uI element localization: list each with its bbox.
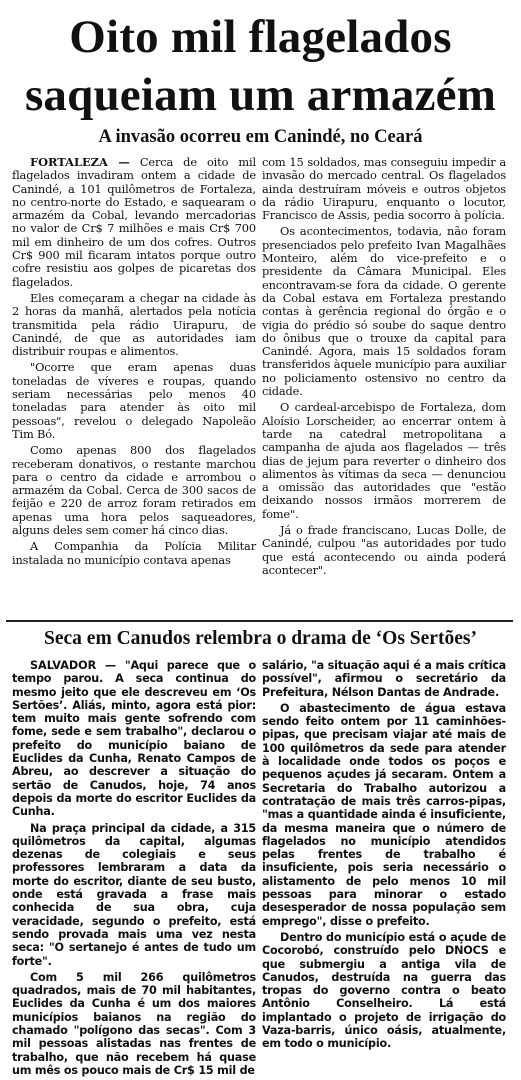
article1-paragraph: Já o frade franciscano, Lucas Dolle, de Canindé, culpou "as autoridades por tudo que está acontecendo ou ainda poderá acontecer".: [262, 523, 506, 577]
article1-paragraph: [12, 156, 256, 289]
article1-paragraph: Como apenas 800 dos flagelados receberam donativos, o restante marchou para o centro da cidade e arrombou o armazém da Cobal. Cerca de 300 sacos de feijão e 220 de arroz foram retirados em apenas uma hora pelos saqueadores, alguns deles sem comer há cinco dias.: [12, 443, 256, 538]
article2-right-column: [262, 659, 506, 1054]
paragraph-text: Cerca de oito mil flagelados invadiram ontem a cidade de Canindé, a 101 quilômetros de Fortaleza, no centro-norte do Estado, e saquearam o armazém da Cobal, levando mercadorias no valor de Cr$ 7 milhões e mais Cr$ 700 mil em dinheiro de um dos cofres. Outros Cr$ 900 mil ficaram intatos porque outro cofre resistiu aos golpes de picaretas dos flagelados.: [12, 155, 256, 289]
article2-paragraph: Com 5 mil 266 quilômetros quadrados, mais de 70 mil habitantes, Euclides da Cunha é um dos maiores municípios baianos na região do chamado "polígono das secas". Com 3 mil pessoas alistadas nas frentes de trabalho, que não recebem há quase um mês os pouco mais de Cr$ 15 mil de: [12, 970, 256, 1077]
dateline: SALVADOR —: [30, 659, 117, 672]
article2-left-column: [12, 659, 256, 1080]
article1-paragraph: com 15 soldados, mas conseguiu impedir a invasão do mercado central. Os flagelados ainda destruíram móveis e outros objetos da rádio Uirapuru, enquanto o locutor, Francisco de Assis, pedia socorro à polícia.: [262, 155, 506, 223]
article-kicker: A invasão ocorreu em Canindé, no Ceará: [98, 127, 423, 147]
article1-paragraph: O cardeal-arcebispo de Fortaleza, dom Aloísio Lorscheider, ao encerrar ontem à tarde na catedral metropolitana a campanha de ajuda aos flagelados — três dias de jejum para reverter o dinheiro dos alimentos às vítimas da seca — denunciou a omissão das autoridades que "estão deixando nossos irmãos morrerem de fome".: [262, 400, 506, 521]
article1-paragraph: Os acontecimentos, todavia, não foram presenciados pelo prefeito Ivan Magalhães Monteiro, além do vice-prefeito e o presidente da Câmara Municipal. Eles encontravam-se fora da cidade. O gerente da Cobal estava em Fortaleza prestando contas à gerência regional do órgão e o vigia do prédio só soube do saque dentro do ônibus que o trouxe da capital para Canindé. Agora, mais 15 soldados foram transferidos àquele município para auxiliar no policiamento ostensivo no centro da cidade.: [262, 224, 506, 399]
article2-paragraph: [12, 659, 256, 819]
article1-paragraph: "Ocorre que eram apenas duas toneladas de víveres e roupas, quando seriam necessárias pelo menos 40 toneladas para atender às oito mil pessoas", revelou o delegado Napoleão Tim Bó.: [12, 360, 256, 441]
article1-right-column: [262, 156, 506, 580]
article2-paragraph: Na praça principal da cidade, a 315 quilômetros da capital, algumas dezenas de colegiais e seus professores lembraram a data da morte do escritor, diante de seu busto, onde está gravada a frase mais conhecida de sua obra, cuja veracidade, segundo o prefeito, está sendo provada mais uma vez nesta seca: "O sertanejo é antes de tudo um forte".: [12, 821, 256, 968]
section-divider: [6, 620, 513, 622]
article2-paragraph: salário, "a situação aqui é a mais crítica possível", afirmou o secretário da Prefeitura, Nélson Dantas de Andrade.: [262, 659, 506, 699]
article1-paragraph: Eles começaram a chegar na cidade às 2 horas da manhã, alertados pela notícia transmitida pela rádio Uirapuru, de Canindé, de que as autoridades iam distribuir roupas e alimentos.: [12, 290, 256, 359]
article2-paragraph: O abastecimento de água estava sendo feito ontem por 11 caminhões-pipas, que precisam viajar até mais de 100 quilômetros da sede para atender à localidade onde todos os poços e pequenos açudes já secaram. Ontem a Secretaria do Trabalho autorizou a contratação de mais três carros-pipas, "mas a quantidade ainda é insuficiente, da mesma maneira que o número de flagelados no município atendidos pelas frentes de trabalho é insuficiente, pois seria necessário o alistamento de pelo menos 10 mil pessoas para minorar o estado desesperador de nossa população sem emprego", disse o prefeito.: [262, 701, 506, 928]
article1-left-column: [12, 156, 256, 570]
dateline: FORTALEZA —: [30, 155, 130, 169]
headline-line-2: saqueiam um armazém: [24, 69, 497, 121]
article2-headline: Seca em Canudos relembra o drama de ‘Os Sertões’: [44, 628, 477, 649]
headline-line-1: Oito mil flagelados: [69, 11, 452, 63]
article1-paragraph: A Companhia da Polícia Militar instalada no município contava apenas: [12, 539, 256, 567]
article2-paragraph: Dentro do município está o açude de Cocorobó, construído pelo DNOCS e que submergiu a antiga vila de Canudos, destruída na guerra das tropas do governo contra o beato Antônio Conselheiro. Lá está implantado o projeto de irrigação do Vaza-barris, único oásis, atualmente, em todo o município.: [262, 930, 506, 1051]
paragraph-text: "Aqui parece que o tempo parou. A seca continua do mesmo jeito que ele descreveu em ‘Os Sertões’. Aliás, minto, agora está pior: tem muito mais gente sofrendo com fome, sede e sem trabalho", declarou o prefeito do município baiano de Euclides da Cunha, Renato Campos de Abreu, ao descrever a situação do sertão de Canudos, hoje, 74 anos depois da morte do escritor Euclides da Cunha.: [12, 659, 257, 819]
